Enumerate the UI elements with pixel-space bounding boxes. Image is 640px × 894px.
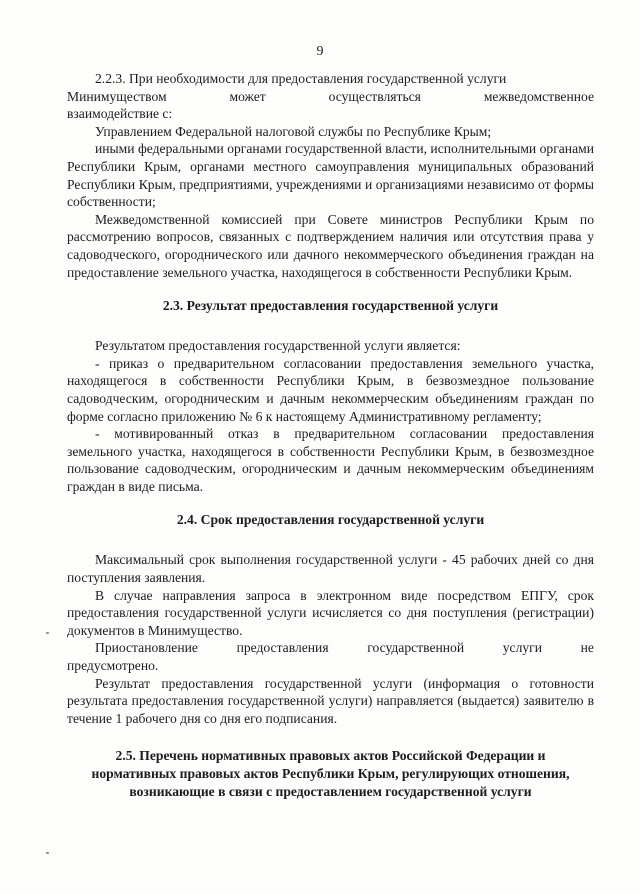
paragraph: Максимальный срок выполнения государственной услуги - 45 рабочих дней со дня поступления заявления. [67,552,594,586]
word: Приостановление [95,640,198,656]
scan-speck [46,852,49,854]
paragraph: Управлением Федеральной налоговой службы по Республике Крым; [95,123,492,139]
section-heading-2-4: 2.4. Срок предоставления государственной услуги [176,512,485,528]
list-item: - мотивированный отказ в предварительном согласовании предоставления земельного участка, находящегося в собственности Республики Крым, в безвозмездное пользование садоводческим, огородническим и дачным некоммерческим объединениям граждан в виде письма. [67,426,594,494]
section-2-2-3 [67,70,594,281]
heading-line: возникающие в связи с предоставлением государственной услуги [129,784,532,800]
paragraph: В случае направления запроса в электронном виде посредством ЕПГУ, срок предоставления государственной услуги исчисляется со дня поступления (регистрации) документов в Минимущество. [67,587,594,638]
section-2-4 [67,551,594,727]
word: предоставления [236,640,329,656]
suspension-line-end: предусмотрено. [67,658,159,674]
word: может [229,88,266,104]
heading-line: 2.5. Перечень нормативных правовых актов Российской Федерации и [115,748,546,764]
paragraph: иными федеральными органами государственной власти, исполнительными органами Республики Крым, органами местного самоуправления муниципальных образований Республики Крым, предприятиями, учреждениями и организациями независимо от формы собственности; [67,141,594,210]
word: государственной [367,640,465,656]
section-2-2-3-line2 [67,88,594,106]
paragraph: Результат предоставления государственной услуги (информация о готовности результата предоставления государственной услуги) направляется (выдается) заявителю в течение 1 рабочего дня со дня его подписания. [67,675,594,726]
list-item: - приказ о предварительном согласовании предоставления земельного участка, находящегося в собственности Республики Крым, в безвозмездное пользование садоводческим, огородническим и дачным некоммерческим объединениям граждан по форме согласно приложению № 6 к настоящему Административному регламенту; [67,355,594,424]
word: не [580,640,594,656]
word: межведомственное [483,88,594,104]
section-2-3 [67,337,594,495]
section-heading-2-5 [67,747,594,801]
suspension-line [67,639,594,657]
page-number: 9 [316,44,324,59]
word: осуществляться [328,88,421,104]
section-heading-2-3: 2.3. Результат предоставления государственной услуги [162,298,499,314]
page-content [67,70,594,801]
word: услуги [502,640,543,656]
paragraph: Межведомственной комиссией при Совете министров Республики Крым по рассмотрению вопросов, связанных с подтверждением наличия или отсутствия права у садоводческого, огороднического или дачного некоммерческого объединения граждан на предоставление земельного участка, находящегося в собственности Республики Крым. [67,211,594,280]
section-2-2-3-line3: взаимодействие с: [67,106,173,122]
scan-speck [46,632,49,634]
section-2-2-3-line1: 2.2.3. При необходимости для предоставления государственной услуги [95,71,507,86]
heading-line: нормативных правовых актов Республики Крым, регулирующих отношения, [91,766,570,782]
paragraph: Результатом предоставления государственной услуги является: [95,338,461,354]
word: Минимуществом [67,88,167,104]
